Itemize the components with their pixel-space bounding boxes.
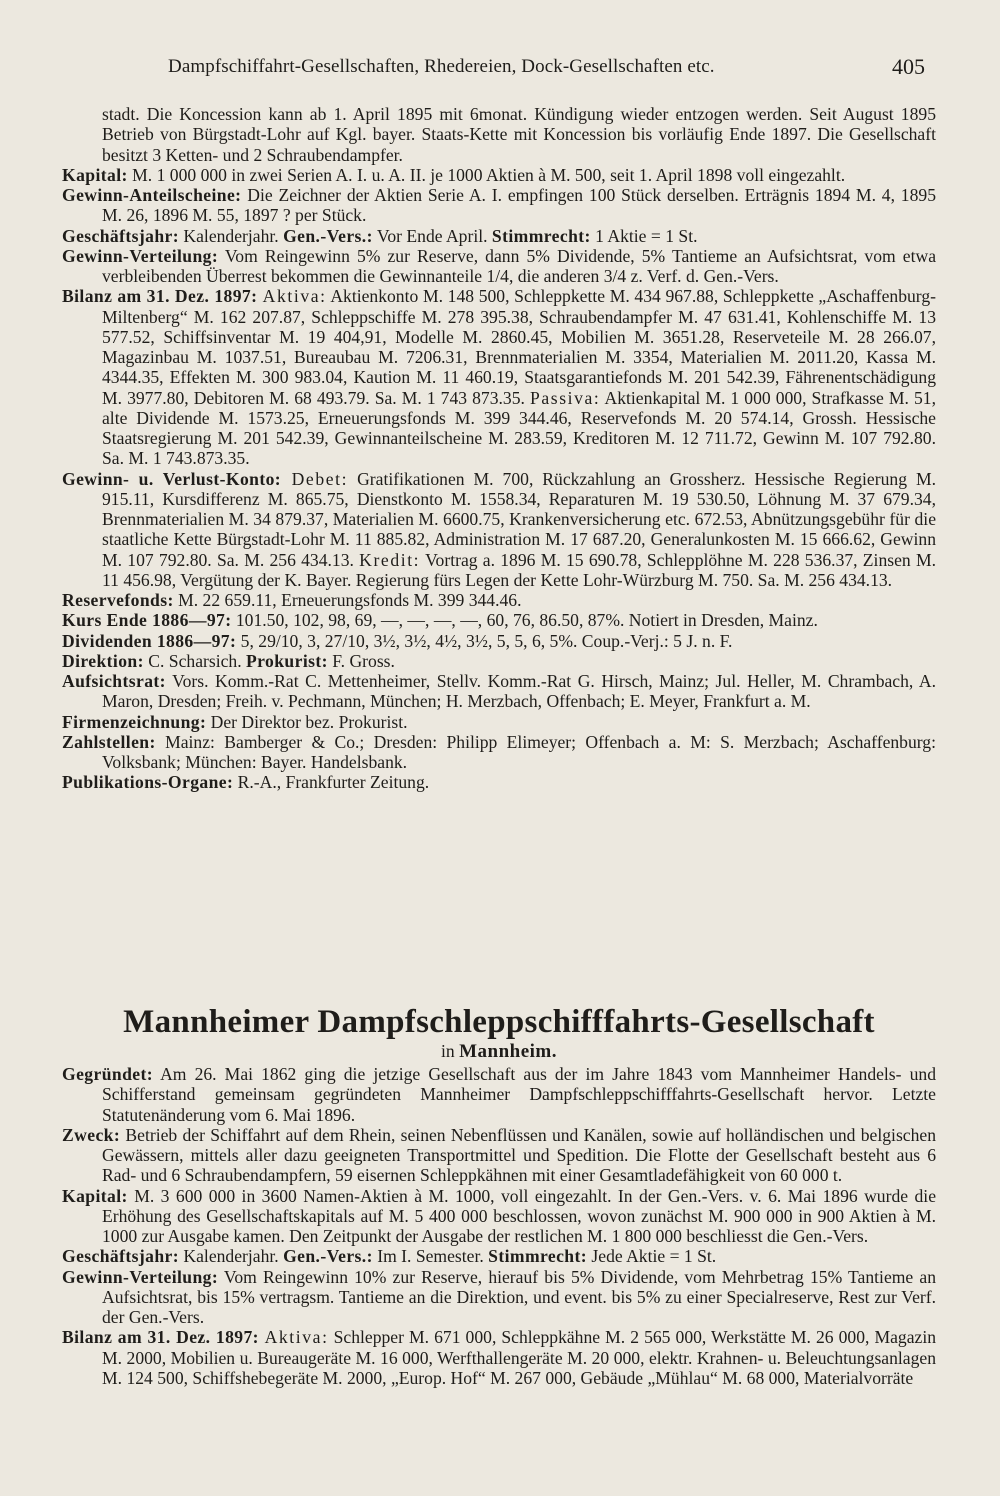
bilanz-label: Bilanz am 31. Dez. 1897: (62, 286, 258, 307)
stimmrecht-label: Stimmrecht: (491, 225, 591, 246)
running-header (100, 52, 925, 82)
bilanz2-label: Bilanz am 31. Dez. 1897: (62, 1327, 259, 1348)
gegruendet-paragraph (62, 1064, 936, 1125)
company-location (62, 1040, 936, 1063)
bilanz-aktiva-text: Aktienkonto M. 148 500, Schleppkette M. 434 967.88, Schleppkette „Aschaffenburg-Miltenberg“ M. 162 207.87, Schleppschiffe M. 278 395.38, Schraubendampfer M. 47 631.41, Kohlenschiffe M. 13 577.52, Schiffsinventar M. 19 404,91, Modelle M. 2860.45, Mobilien M. 3651.28, Reserveteile M. 28 266.07, Magazinbau M. 1037.51, Bureaubau M. 7206.31, Brennmaterialien M. 3354, Materialien M. 2011.20, Kassa M. 4344.35, Effekten M. 300 983.04, Kaution M. 11 460.19, Staatsgarantiefonds M. 201 542.39, Fährenentschädigung M. 3977.80, Debitoren M. 68 493.79. Sa. M. 1 743 873.35. (102, 286, 937, 408)
zahlstellen-label: Zahlstellen: (62, 731, 156, 752)
zweck-paragraph (62, 1125, 936, 1186)
reservefonds-paragraph (62, 590, 936, 610)
dividenden-paragraph (62, 631, 936, 651)
zweck-label: Zweck: (62, 1124, 121, 1145)
section-continued-entry (62, 104, 936, 793)
running-title: Dampfschiffahrt-Gesellschaften, Rhedereien, Dock-Gesellschaften etc. (168, 56, 715, 77)
publikation-text: R.-A., Frankfurter Zeitung. (233, 772, 430, 793)
genvers-label: Gen.-Vers.: (283, 225, 373, 246)
firmenzeichnung-paragraph (62, 712, 936, 732)
passiva-label: Passiva: (529, 387, 601, 408)
debet-label: Debet: (281, 468, 349, 489)
bilanz-paragraph (62, 286, 936, 468)
geschaeftsjahr-paragraph (62, 226, 936, 246)
aktiva-label: Aktiva: (257, 286, 327, 307)
zahlstellen-text: Mainz: Bamberger & Co.; Dresden: Philipp Elimeyer; Offenbach a. M: S. Merzbach; Aschaffenburg: Volksbank; München: Bayer. Handelsbank. (102, 731, 936, 772)
genvers2-text: Im I. Semester. (372, 1246, 489, 1267)
reservefonds-text: M. 22 659.11, Erneuerungsfonds M. 399 344.46. (173, 590, 522, 610)
kapital2-label: Kapital: (62, 1185, 128, 1206)
direktion-paragraph (62, 651, 936, 671)
stimmrecht2-text: Jede Aktie = 1 St. (587, 1246, 717, 1267)
dividenden-label: Dividenden 1886—97: (62, 630, 237, 651)
guv-debet-text: Gratifikationen M. 700, Rückzahlung an Grossherz. Hessische Regierung M. 915.11, Kursdifferenz M. 865.75, Dienstkonto M. 1558.34, Reparaturen M. 19 530.50, Löhnung M. 37 679.34, Brennmaterialien M. 34 879.37, Materialien M. 6600.75, Krankenversicherung etc. 672.53, Abnützungsgebühr für die staatliche Kette Bürgstadt-Lohr M. 11 885.82, Administration M. 17 687.20, Generalunkosten M. 15 666.62, Gewinn M. 107 792.80. Sa. M. 256 434.13. (102, 468, 937, 570)
bilanz2-paragraph (62, 1327, 936, 1388)
verteilung2-paragraph (62, 1267, 936, 1328)
stimmrecht2-label: Stimmrecht: (488, 1246, 588, 1267)
intro-text: stadt. Die Koncession kann ab 1. April 1895 mit 6monat. Kündigung wieder entzogen werden. Seit August 1895 Betrieb von Bürgstadt-Lohr auf Kgl. bayer. Staats-Kette mit Koncession bis vorläufig Ende 1897. Die Gesellschaft besitzt 3 Ketten- und 2 Schraubendampfer. (102, 104, 936, 165)
guv-label: Gewinn- u. Verlust-Konto: (62, 468, 282, 489)
bilanz-passiva-text: Aktienkapital M. 1 000 000, Strafkasse M. 51, alte Dividende M. 1573.25, Erneuerungsfonds M. 399 344.46, Reservefonds M. 20 574.14, Grossh. Hessische Staatsregierung M. 201 542.39, Gewinnanteilscheine M. 283.59, Kreditoren M. 12 711.72, Gewinn M. 107 792.80. Sa. M. 1 743.873.35. (102, 387, 936, 469)
genvers-text: Vor Ende April. (372, 225, 492, 246)
geschaeftsjahr2-label: Geschäftsjahr: (62, 1246, 180, 1267)
kurs-paragraph (62, 610, 936, 630)
kapital-text: M. 1 000 000 in zwei Serien A. I. u. A. II. je 1000 Aktien à M. 500, seit 1. April 1898 voll eingezahlt. (127, 164, 846, 185)
aufsichtsrat-text: Vors. Komm.-Rat C. Mettenheimer, Stellv. Komm.-Rat G. Hirsch, Mainz; Jul. Heller, M. Chrambach, A. Maron, Dresden; Freih. v. Pechmann, München; H. Merzbach, Offenbach; E. Meyer, Frankfurt a. M. (102, 671, 936, 712)
zweck-text: Betrieb der Schiffahrt auf dem Rhein, seinen Nebenflüssen und Kanälen, sowie auf holländischen und belgischen Gewässern, mittels aller dazu geeigneten Transportmittel und Spedition. Die Flotte der Gesellschaft besteht aus 6 Rad- und 6 Schraubendampfern, 59 eisernen Schleppkähnen mit einer Gesamtladefähigkeit von 60 000 t. (102, 1124, 936, 1186)
kredit-label: Kredit: (359, 549, 421, 570)
aufsichtsrat-label: Aufsichtsrat: (62, 671, 166, 691)
company-heading: Mannheimer Dampfschleppschifffahrts-Gesellschaft (123, 1004, 875, 1040)
reservefonds-label: Reservefonds: (62, 590, 174, 610)
page-number: 405 (892, 54, 925, 79)
intro-paragraph (62, 104, 936, 165)
verteilung-text: Vom Reingewinn 5% zur Reserve, dann 5% Dividende, 5% Tantieme an Aufsichtsrat, vom etwa verbleibenden Überrest bekommen die Gewinnanteile 1/4, die anderen 3/4 z. Verf. d. Gen.-Vers. (102, 245, 936, 286)
gewinnanteil-text: Die Zeichner der Aktien Serie A. I. empfingen 100 Stück derselben. Erträgnis 1894 M. 4, 1895 M. 26, 1896 M. 55, 1897 ? per Stück. (102, 185, 936, 226)
kapital-paragraph (62, 165, 936, 185)
guv-paragraph (62, 469, 936, 591)
publikation-label: Publikations-Organe: (62, 772, 234, 793)
location-city: Mannheim. (459, 1041, 558, 1062)
geschaeftsjahr-label: Geschäftsjahr: (62, 225, 180, 246)
direktion-label: Direktion: (62, 650, 144, 671)
geschaeftsjahr2-text: Kalenderjahr. (179, 1246, 284, 1267)
stimmrecht-text: 1 Aktie = 1 St. (590, 225, 698, 246)
kurs-text: 101.50, 102, 98, 69, —, —, —, —, 60, 76, 86.50, 87%. Notiert in Dresden, Mainz. (231, 610, 818, 631)
gegruendet-text: Am 26. Mai 1862 ging die jetzige Gesellschaft aus der im Jahre 1843 vom Mannheimer Handels- und Schifferstand gemeinsam gegründeten Mannheimer Dampfschleppschifffahrts-Gesellschaft hervor. Letzte Statutenänderung vom 6. Mai 1896. (102, 1064, 936, 1125)
kapital2-paragraph (62, 1186, 936, 1247)
dividenden-text: 5, 29/10, 3, 27/10, 3½, 3½, 4½, 3½, 5, 5, 6, 5%. Coup.-Verj.: 5 J. n. F. (236, 630, 733, 651)
kapital2-text: M. 3 600 000 in 3600 Namen-Aktien à M. 1000, voll eingezahlt. In der Gen.-Vers. v. 6. Mai 1896 wurde die Erhöhung des Gesellschaftskapitals auf M. 5 400 000 beschlossen, wovon zunächst M. 900 000 in 900 Aktien à M. 1000 zur Ausgabe kamen. Den Zeitpunkt der Ausgabe der restlichen M. 1 800 000 beschliesst die Gen.-Vers. (102, 1185, 936, 1246)
firmenzeichnung-label: Firmenzeichnung: (62, 711, 207, 732)
guv-kredit-text: Vortrag a. 1896 M. 15 690.78, Schlepplöhne M. 228 536.37, Zinsen M. 11 456.98, Vergütung der K. Bayer. Regierung fürs Legen der Kette Lohr-Würzburg M. 750. Sa. M. 256 434.13. (102, 549, 936, 590)
verteilung-paragraph (62, 246, 936, 287)
verteilung-label: Gewinn-Verteilung: (62, 245, 219, 266)
aufsichtsrat-paragraph (62, 671, 936, 712)
gegruendet-label: Gegründet: (62, 1064, 153, 1084)
direktion-text: C. Scharsich. (143, 650, 247, 671)
prokurist-label: Prokurist: (246, 650, 328, 671)
gewinnanteil-label: Gewinn-Anteilscheine: (62, 185, 242, 205)
publikation-paragraph (62, 772, 936, 792)
mannheim-entry (62, 1064, 936, 1388)
zahlstellen-paragraph (62, 732, 936, 773)
gewinnanteil-paragraph (62, 185, 936, 226)
location-prefix: in (440, 1041, 460, 1061)
geschaeftsjahr-text: Kalenderjahr. (179, 225, 284, 246)
verteilung2-text: Vom Reingewinn 10% zur Reserve, hierauf bis 5% Dividende, vom Mehrbetrag 15% Tantieme an Aufsichtsrat, bis 15% vertragsm. Tantieme an die Direktion, und event. bis 5% zu einer Specialreserve, Rest zur Verf. der Gen.-Vers. (102, 1266, 936, 1327)
bilanz2-text: Schlepper M. 671 000, Schleppkähne M. 2 565 000, Werkstätte M. 26 000, Magazin M. 2000, Mobilien u. Bureaugeräte M. 16 000, Werfthallengeräte M. 20 000, elektr. Krahnen- u. Beleuchtungsanlagen M. 124 500, Schiffshebegeräte M. 2000, „Europ. Hof“ M. 267 000, Gebäude „Mühlau“ M. 68 000, Materialvorräte (102, 1327, 937, 1388)
prokurist-text: F. Gross. (327, 650, 395, 671)
genvers2-label: Gen.-Vers.: (283, 1246, 373, 1267)
kurs-label: Kurs Ende 1886—97: (62, 610, 232, 631)
firmenzeichnung-text: Der Direktor bez. Prokurist. (206, 711, 408, 732)
geschaeftsjahr2-paragraph (62, 1246, 936, 1266)
kapital-label: Kapital: (62, 164, 128, 185)
aktiva2-label: Aktiva: (258, 1327, 329, 1348)
verteilung2-label: Gewinn-Verteilung: (62, 1266, 219, 1287)
